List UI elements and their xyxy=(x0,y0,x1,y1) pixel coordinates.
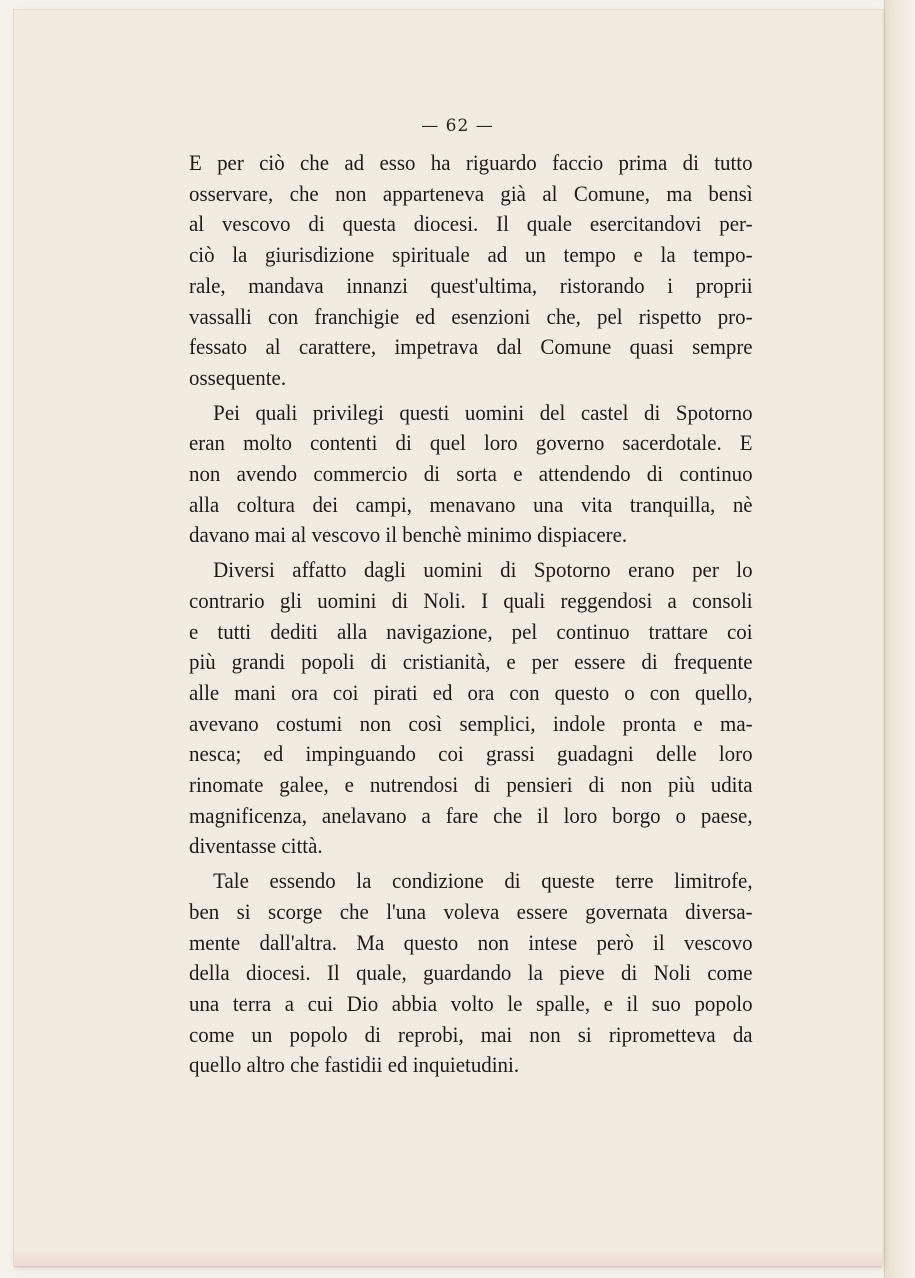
paragraph xyxy=(189,555,753,862)
text-line: una terra a cui Dio abbia volto le spalle, e il suo popolo xyxy=(189,990,753,1016)
paragraph xyxy=(189,398,753,552)
text-line: vassalli con franchigie ed esenzioni che, pel rispetto pro- xyxy=(189,303,753,329)
text-line: nesca; ed impinguando coi grassi guadagni delle loro xyxy=(189,741,753,767)
text-line: rale, mandava innanzi quest'ultima, ristorando i proprii xyxy=(189,272,753,298)
text-line: rinomate galee, e nutrendosi di pensieri di non più udita xyxy=(189,772,753,798)
text-line: della diocesi. Il quale, guardando la pieve di Noli come xyxy=(189,960,753,986)
body-text xyxy=(189,148,753,1085)
text-line: come un popolo di reprobi, mai non si riprometteva da xyxy=(189,1021,753,1047)
body-text-inner xyxy=(189,148,753,1081)
text-line: diventasse città. xyxy=(189,833,323,859)
text-line: Tale essendo la condizione di queste terre limitrofe, xyxy=(213,868,753,894)
text-line: e tutti dediti alla navigazione, pel continuo trattare coi xyxy=(189,618,753,644)
text-line: avevano costumi non così semplici, indole pronta e ma- xyxy=(189,710,753,736)
text-line: fessato al carattere, impetrava dal Comune quasi sempre xyxy=(189,334,753,360)
text-line: ciò la giurisdizione spirituale ad un tempo e la tempo- xyxy=(189,242,753,268)
text-line: magnificenza, anelavano a fare che il loro borgo o paese, xyxy=(189,802,753,828)
text-line: Diversi affatto dagli uomini di Spotorno erano per lo xyxy=(213,557,753,583)
text-line: contrario gli uomini di Noli. I quali reggendosi a consoli xyxy=(189,587,753,613)
text-line: alle mani ora coi pirati ed ora con questo o con quello, xyxy=(189,679,753,705)
text-line: davano mai al vescovo il benchè minimo dispiacere. xyxy=(189,522,628,548)
text-line: ben si scorge che l'una voleva essere governata diversa- xyxy=(189,898,753,924)
text-line: osservare, che non apparteneva già al Comune, ma bensì xyxy=(189,180,753,206)
text-line: Pei quali privilegi questi uomini del castel di Spotorno xyxy=(213,399,753,425)
text-line: E per ciò che ad esso ha riguardo faccio prima di tutto xyxy=(189,150,753,175)
text-line: più grandi popoli di cristianità, e per essere di frequente xyxy=(189,649,753,675)
text-line: mente dall'altra. Ma questo non intese però il vescovo xyxy=(189,929,753,955)
text-line: eran molto contenti di quel loro governo sacerdotale. E xyxy=(189,430,753,456)
paper-stain xyxy=(14,1250,882,1268)
text-line: ossequente. xyxy=(189,364,287,390)
next-page-edge xyxy=(884,0,915,1278)
text-line: al vescovo di questa diocesi. Il quale esercitandovi per- xyxy=(189,211,753,237)
text-line: non avendo commercio di sorta e attendendo di continuo xyxy=(189,461,753,487)
text-line: quello altro che fastidii ed inquietudini. xyxy=(189,1052,520,1078)
paragraph xyxy=(189,866,753,1081)
text-line: alla coltura dei campi, menavano una vita tranquilla, nè xyxy=(189,491,753,517)
page-number: — 62 — xyxy=(421,116,494,136)
paragraph xyxy=(189,148,753,394)
